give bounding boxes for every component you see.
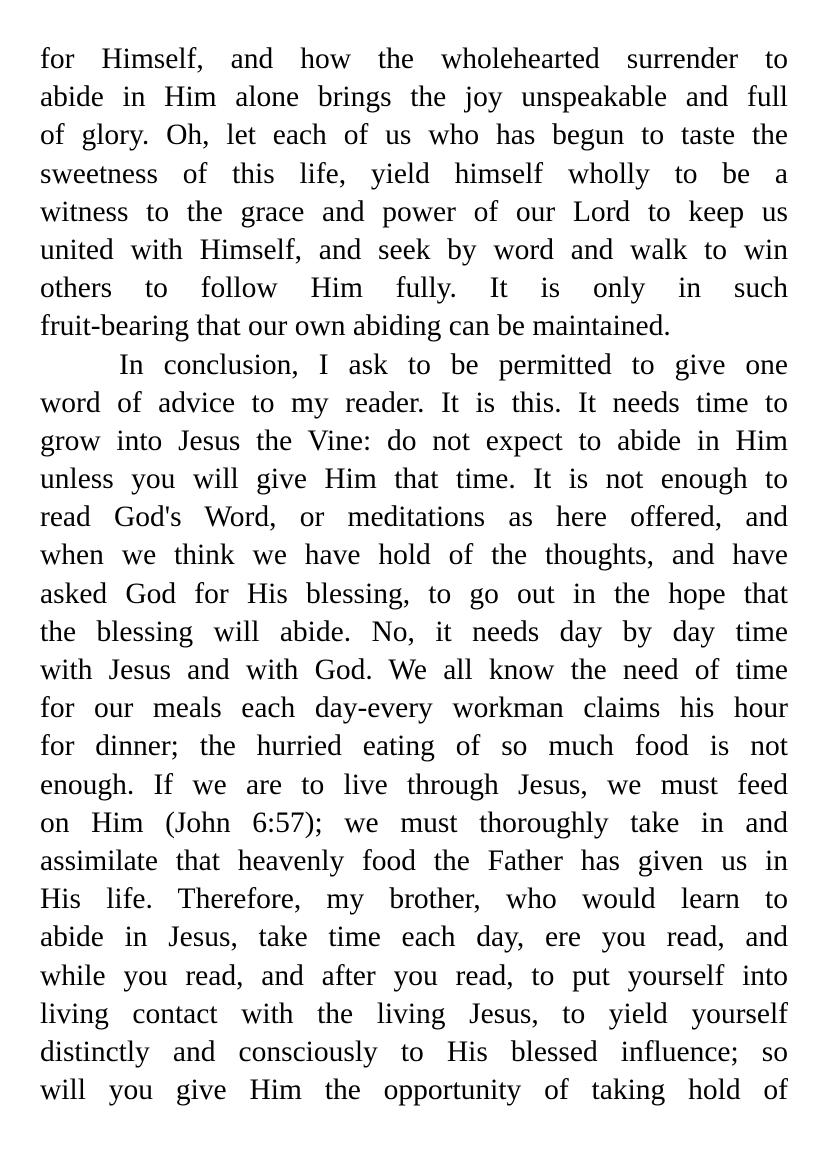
text-line: abide in Jesus, take time each day, ere you read, and: [40, 921, 788, 954]
text-line: the blessing will abide. No, it needs day by day time: [40, 615, 788, 648]
text-line: In conclusion, I ask to be permitted to give one: [119, 348, 788, 381]
text-line: His life. Therefore, my brother, who would learn to: [40, 883, 788, 916]
text-line: fruit-bearing that our own abiding can be maintained.: [40, 310, 671, 343]
text-line: united with Himself, and seek by word and walk to win: [40, 233, 788, 266]
text-line: abide in Him alone brings the joy unspeakable and full: [40, 81, 788, 114]
text-line: others to follow Him fully. It is only in such: [40, 272, 788, 305]
text-line: witness to the grace and power of our Lord to keep us: [40, 195, 788, 228]
text-line: distinctly and consciously to His blessed influence; so: [40, 1035, 788, 1068]
paragraph-continuation: [40, 40, 788, 346]
text-line: for dinner; the hurried eating of so much food is not: [40, 730, 788, 763]
body-text: [40, 40, 788, 1109]
text-line: word of advice to my reader. It is this. It needs time to: [40, 386, 788, 419]
text-line: while you read, and after you read, to put yourself into: [40, 959, 788, 992]
text-line: on Him (John 6:57); we must thoroughly take in and: [40, 806, 788, 839]
text-line: read God's Word, or meditations as here offered, and: [40, 501, 788, 534]
text-line: for our meals each day-every workman claims his hour: [40, 692, 788, 725]
text-line: asked God for His blessing, to go out in the hope that: [40, 577, 788, 610]
text-line: grow into Jesus the Vine: do not expect to abide in Him: [40, 424, 788, 457]
text-line: assimilate that heavenly food the Father has given us in: [40, 844, 788, 877]
text-line: unless you will give Him that time. It is not enough to: [40, 463, 788, 496]
text-line: with Jesus and with God. We all know the need of time: [40, 654, 788, 686]
text-line: living contact with the living Jesus, to yield yourself: [40, 997, 788, 1030]
text-line: sweetness of this life, yield himself wholly to be a: [40, 157, 788, 190]
text-line: of glory. Oh, let each of us who has begun to taste the: [40, 119, 788, 152]
text-line: when we think we have hold of the thoughts, and have: [40, 539, 788, 572]
text-line: for Himself, and how the wholehearted surrender to: [40, 43, 788, 75]
paragraph-conclusion: [40, 346, 788, 1110]
text-line: will you give Him the opportunity of taking hold of: [40, 1074, 788, 1107]
text-line: enough. If we are to live through Jesus, we must feed: [40, 768, 788, 801]
